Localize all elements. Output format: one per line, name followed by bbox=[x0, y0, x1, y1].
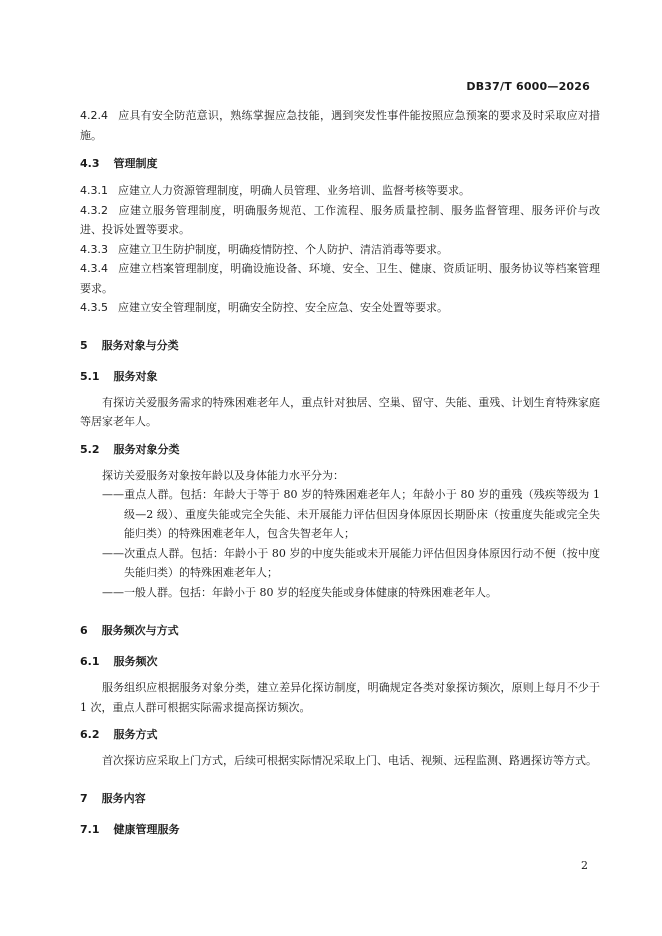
heading-5-2 bbox=[80, 440, 600, 459]
heading-title: 服务方式 bbox=[113, 728, 158, 741]
heading-number: 4.3 bbox=[80, 157, 100, 170]
paragraph-6-1: 服务组织应根据服务对象分类，建立差异化探访制度，明确规定各类对象探访频次，原则上每月不少于 1 次，重点人群可根据实际需求提高探访频次。 bbox=[80, 681, 600, 714]
clause-text: 应建立安全管理制度，明确安全防控、安全应急、安全处置等要求。 bbox=[118, 301, 448, 314]
clause-number: 4.2.4 bbox=[80, 109, 108, 122]
heading-5 bbox=[80, 336, 600, 355]
heading-title: 服务频次与方式 bbox=[101, 624, 179, 637]
heading-7-1 bbox=[80, 820, 600, 839]
clause-text: 应建立人力资源管理制度，明确人员管理、业务培训、监督考核等要求。 bbox=[118, 184, 470, 197]
clause-4-3-4 bbox=[80, 259, 600, 298]
heading-number: 6 bbox=[80, 624, 88, 637]
heading-number: 7 bbox=[80, 791, 88, 805]
heading-number: 5.1 bbox=[80, 369, 100, 383]
heading-title: 管理制度 bbox=[113, 157, 158, 170]
clause-number: 4.3.1 bbox=[80, 184, 108, 197]
heading-title: 服务对象与分类 bbox=[101, 338, 179, 352]
clause-text: 应建立档案管理制度，明确设施设备、环境、安全、卫生、健康、资质证明、服务协议等档案管理要求。 bbox=[80, 262, 600, 295]
heading-7 bbox=[80, 789, 600, 808]
heading-title: 服务对象 bbox=[113, 369, 158, 383]
clause-4-3-5 bbox=[80, 298, 600, 318]
clause-text: 应建立卫生防护制度，明确疫情防控、个人防护、清洁消毒等要求。 bbox=[118, 242, 448, 256]
heading-number: 5.2 bbox=[80, 442, 100, 456]
list-item-secondary-group: ——次重点人群。包括：年龄小于 80 岁的中度失能或未开展能力评估但因身体原因行动不便（按中度失能归类）的特殊困难老年人； bbox=[102, 546, 600, 579]
clause-4-2-4 bbox=[80, 106, 600, 145]
heading-title: 健康管理服务 bbox=[113, 822, 180, 836]
clause-4-3-3 bbox=[80, 240, 600, 260]
clause-number: 4.3.3 bbox=[80, 242, 108, 256]
paragraph-5-2-intro: 探访关爱服务对象按年龄以及身体能力水平分为： bbox=[102, 468, 344, 482]
clause-number: 4.3.4 bbox=[80, 262, 108, 275]
heading-6 bbox=[80, 621, 600, 640]
clause-4-3-2 bbox=[80, 201, 600, 240]
document-body bbox=[80, 106, 600, 839]
clause-text: 应建立服务管理制度，明确服务规范、工作流程、服务质量控制、服务监督管理、服务评价与改进、投诉处置等要求。 bbox=[80, 203, 600, 236]
paragraph-6-2: 首次探访应采取上门方式，后续可根据实际情况采取上门、电话、视频、远程监测、路遇探访等方式。 bbox=[102, 754, 597, 767]
heading-title: 服务内容 bbox=[101, 791, 146, 805]
heading-5-1 bbox=[80, 367, 600, 386]
standard-code: DB37/T 6000—2026 bbox=[466, 80, 590, 93]
heading-number: 6.2 bbox=[80, 728, 100, 741]
heading-4-3 bbox=[80, 154, 600, 173]
heading-title: 服务对象分类 bbox=[113, 442, 180, 456]
heading-6-1 bbox=[80, 652, 600, 671]
clause-text: 应具有安全防范意识，熟练掌握应急技能，遇到突发性事件能按照应急预案的要求及时采取应对措施。 bbox=[80, 109, 600, 142]
heading-number: 5 bbox=[80, 338, 88, 352]
heading-number: 6.1 bbox=[80, 655, 100, 668]
heading-title: 服务频次 bbox=[113, 655, 158, 668]
clause-4-3-1 bbox=[80, 181, 600, 201]
paragraph-5-1: 有探访关爱服务需求的特殊困难老年人，重点针对独居、空巢、留守、失能、重残、计划生育特殊家庭等居家老年人。 bbox=[80, 395, 600, 428]
list-item-priority-group: ——重点人群。包括：年龄大于等于 80 岁的特殊困难老年人；年龄小于 80 岁的重残（残疾等级为 1 级—2 级）、重度失能或完全失能、未开展能力评估但因身体原因长期卧床（按重度失能或完全失能归类）的特殊困难老年人，包含失智老年人； bbox=[102, 488, 600, 540]
clause-number: 4.3.5 bbox=[80, 301, 108, 314]
heading-6-2 bbox=[80, 725, 600, 744]
list-item-general-group: ——一般人群。包括：年龄小于 80 岁的轻度失能或身体健康的特殊困难老年人。 bbox=[102, 585, 497, 599]
heading-number: 7.1 bbox=[80, 822, 100, 836]
page-number: 2 bbox=[581, 859, 588, 872]
clause-number: 4.3.2 bbox=[80, 203, 108, 217]
